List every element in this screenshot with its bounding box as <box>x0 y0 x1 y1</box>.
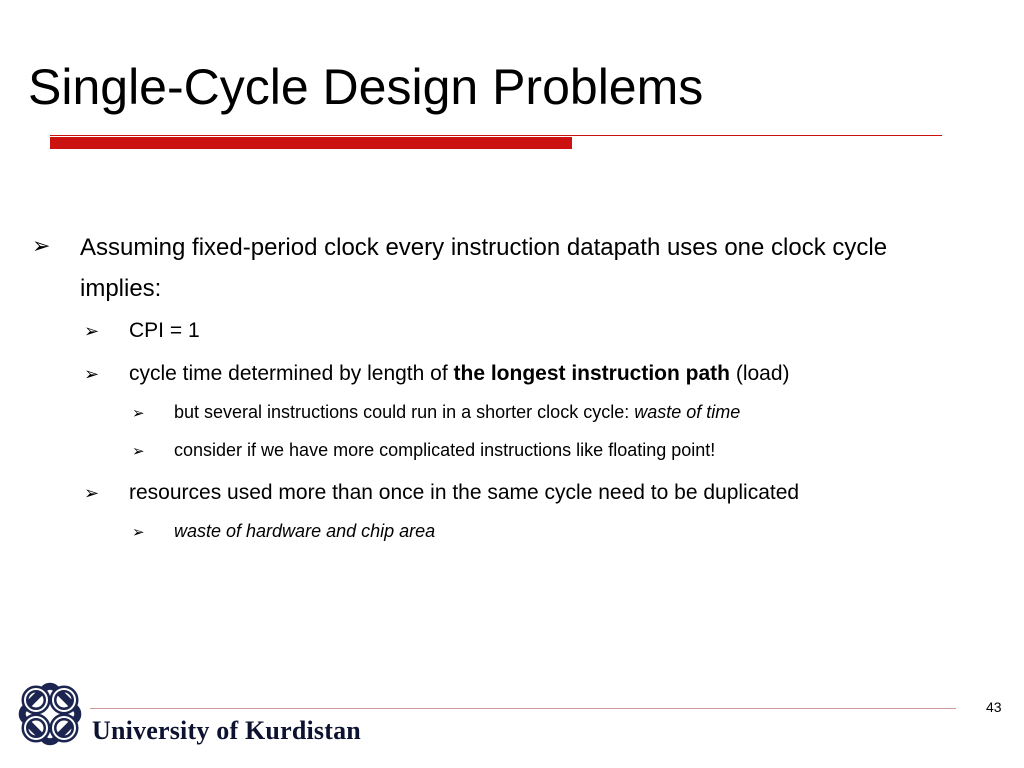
arrow-bullet-icon: ➢ <box>132 524 145 541</box>
arrow-bullet-icon: ➢ <box>32 233 51 258</box>
bullet-text-plain: cycle time determined by length of <box>129 362 454 385</box>
page-number: 43 <box>986 699 1002 715</box>
bullet-text-italic: waste of time <box>634 402 741 422</box>
arrow-bullet-icon: ➢ <box>84 483 100 503</box>
title-underline-thick <box>50 137 572 149</box>
bullet-text-plain: but several instructions could run in a shorter clock cycle: <box>174 402 635 422</box>
bullet-text <box>174 521 435 542</box>
bullet-text-bold: the longest instruction path <box>453 362 730 385</box>
bullet-text: consider if we have more complicated instructions like floating point! <box>174 440 716 460</box>
footer-divider <box>90 708 956 709</box>
bullet-text-italic: waste of hardware and chip area <box>174 521 436 541</box>
arrow-bullet-icon: ➢ <box>132 443 145 460</box>
bullet-text <box>129 362 790 386</box>
bullet-text-plain: (load) <box>730 362 790 385</box>
bullet-text: CPI = 1 <box>129 319 200 342</box>
arrow-bullet-icon: ➢ <box>84 321 100 341</box>
bullet-text <box>174 402 740 423</box>
arrow-bullet-icon: ➢ <box>132 405 145 422</box>
arrow-bullet-icon: ➢ <box>84 364 100 384</box>
university-name: University of Kurdistan <box>92 716 361 745</box>
title-underline-thin <box>50 135 942 136</box>
university-logo-icon <box>14 678 86 750</box>
slide-title: Single-Cycle Design Problems <box>28 59 704 115</box>
bullet-text: resources used more than once in the same cycle need to be duplicated <box>129 481 800 504</box>
bullet-text: Assuming fixed-period clock every instruction datapath uses one clock cycle implies: <box>80 234 888 302</box>
